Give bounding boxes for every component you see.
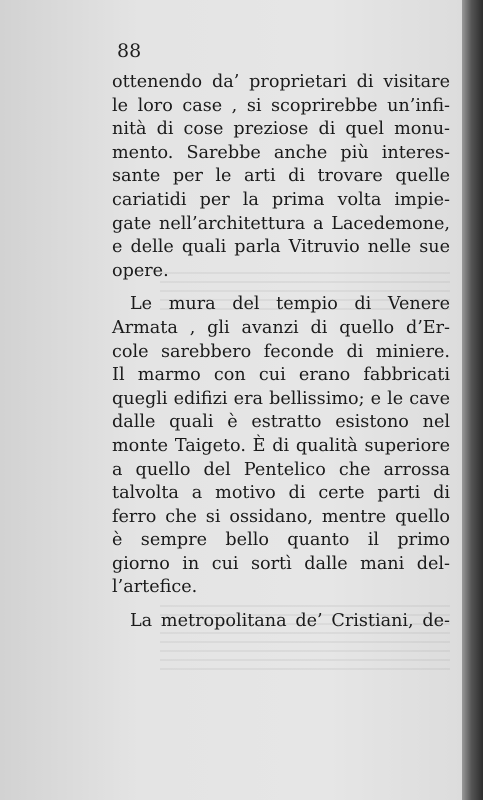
text-line: le loro case , si scoprirebbe un’infi- — [112, 95, 450, 116]
text-line: Armata , gli avanzi di quello d’Er- — [112, 317, 450, 338]
text-line: mento. Sarebbe anche più interes- — [112, 142, 450, 163]
text-line: e delle quali parla Vitruvio nelle sue — [112, 237, 450, 258]
text-line: nità di cose preziose di quel monu- — [112, 119, 450, 140]
text-line: Le mura del tempio di Venere — [130, 294, 450, 315]
text-line: l’artefice. — [112, 577, 198, 598]
text-line: dalle quali è estratto esistono nel — [112, 412, 450, 433]
text-line: cole sarebbero feconde di miniere. — [112, 341, 450, 362]
text-line: La metropolitana de’ Cristiani, de- — [130, 611, 450, 632]
text-line: gate nell’architettura a Lacedemone, — [112, 213, 450, 234]
text-line: quegli edifizi era bellissimo; e le cave — [112, 388, 450, 409]
text-line: a quello del Pentelico che arrossa — [112, 459, 450, 480]
text-line: Il marmo con cui erano fabbricati — [112, 365, 450, 386]
text-line: è sempre bello quanto il primo — [112, 530, 450, 551]
text-line: ottenendo da’ proprietari di visitare — [112, 72, 450, 92]
text-line: opere. — [112, 260, 169, 281]
text-line: ferro che si ossidano, mentre quello — [112, 506, 450, 527]
text-line: cariatidi per la prima volta impie- — [112, 189, 450, 210]
book-gutter-shadow — [462, 0, 483, 800]
text-line: talvolta a motivo di certe parti di — [112, 483, 450, 504]
page-number: 88 — [117, 40, 142, 62]
text-line: giorno in cui sortì dalle mani del- — [112, 553, 450, 574]
body-text — [112, 71, 450, 634]
text-line: monte Taigeto. È di qualità superiore — [112, 435, 450, 456]
text-line: sante per le arti di trovare quelle — [112, 166, 450, 187]
